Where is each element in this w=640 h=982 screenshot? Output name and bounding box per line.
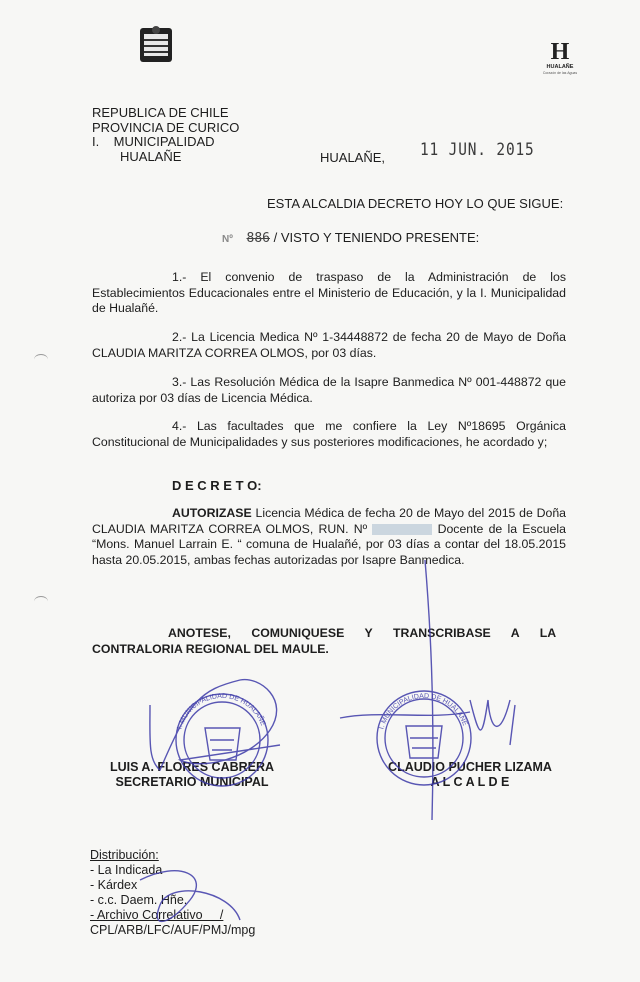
distribution-item: - c.c. Daem. Hñe. — [90, 893, 188, 907]
distribution-initials: CPL/ARB/LFC/AUF/PMJ/mpg — [90, 923, 256, 937]
decree-number: 886 — [246, 231, 270, 246]
decree-number-line — [222, 230, 479, 248]
letterhead-country: REPUBLICA DE CHILE — [92, 105, 229, 120]
autorizase-text-2: Docente de la Escuela “Mons. Manuel Larrain E. “ comuna de Hualañé, por 03 días a contar del 18.05.2015 hasta 20.05.2015, ambas fechas autorizadas por Isapre Banmedica. — [92, 521, 566, 567]
logo-text: HUALAÑE — [546, 64, 574, 70]
secretary-title: SECRETARIO MUNICIPAL — [115, 775, 269, 789]
autorizase-label: AUTORIZASE — [172, 506, 252, 520]
visto-heading: / VISTO Y TENIENDO PRESENTE: — [273, 230, 480, 245]
considerando-4: 4.- Las facultades que me confiere la Ley Nº18695 Orgánica Constitucional de Municipalidades y sus posteriores modificaciones, he acordado y; — [92, 419, 566, 449]
signatory-right — [380, 760, 560, 790]
anotese-line-2: CONTRALORIA REGIONAL DEL MAULE. — [92, 642, 329, 656]
seal-text-right: I. MUNICIPALIDAD DE HUALAÑE — [378, 692, 469, 731]
letterhead — [92, 106, 239, 164]
anotese-line-1: ANOTESE, COMUNIQUESE Y TRANSCRIBASE A LA — [168, 626, 557, 640]
autorizase-text-1: Licencia Médica de fecha 20 de Mayo del 2015 de Doña CLAUDIA MARITZA CORREA OLMOS, RUN. Nº — [92, 506, 566, 536]
distribution-item: - Kárdex — [90, 878, 138, 892]
considerando-1: 1.- El convenio de traspaso de la Administración de los Establecimientos Educacionales entre el Ministerio de Educación, y la I. Municipalidad de Hualañé. — [92, 270, 566, 315]
punch-hole-mark — [34, 596, 48, 607]
distribution-block — [90, 848, 255, 938]
considerando-2: 2.- La Licencia Medica Nº 1-34448872 de fecha 20 de Mayo de Doña CLAUDIA MARITZA CORREA OLMOS, por 03 días. — [92, 330, 566, 360]
date-stamp: 11 JUN. 2015 — [420, 140, 535, 160]
letterhead-commune: HUALAÑE — [120, 148, 182, 164]
distribution-item: - La Indicada — [90, 863, 163, 877]
distribution-title: Distribución: — [90, 848, 159, 862]
decree-intro: ESTA ALCALDIA DECRETO HOY LO QUE SIGUE: — [267, 196, 564, 211]
redacted-run — [372, 524, 432, 535]
autorizase-paragraph — [92, 506, 566, 568]
logo-mark-icon: H — [550, 39, 570, 65]
considerando-3: 3.- Las Resolución Médica de la Isapre Banmedica Nº 001-448872 que autoriza por 03 días de Licencia Médica. — [92, 375, 566, 405]
mayor-title: A L C A L D E — [430, 775, 510, 789]
hualane-logo — [540, 40, 580, 76]
coat-of-arms-emblem — [138, 24, 174, 64]
distribution-item: - Archivo Correlativo / — [90, 908, 224, 922]
place-label: HUALAÑE, — [320, 150, 386, 165]
mayor-name: CLAUDIO PUCHER LIZAMA — [388, 760, 552, 774]
decreto-title: D E C R E T O: — [172, 478, 262, 493]
punch-hole-mark — [34, 354, 48, 365]
secretary-signature — [150, 680, 280, 770]
letterhead-municipality: I. MUNICIPALIDAD — [92, 134, 215, 149]
seal-text-left: I. MUNICIPALIDAD DE HUALAÑE — [176, 692, 267, 731]
secretary-name: LUIS A. FLORES CABRERA — [109, 760, 275, 774]
signatory-left — [92, 760, 292, 790]
logo-tagline: Corazón de las Aguas — [542, 71, 578, 75]
number-stamp-mark: Nº — [222, 234, 233, 245]
letterhead-province: PROVINCIA DE CURICO — [92, 119, 240, 135]
